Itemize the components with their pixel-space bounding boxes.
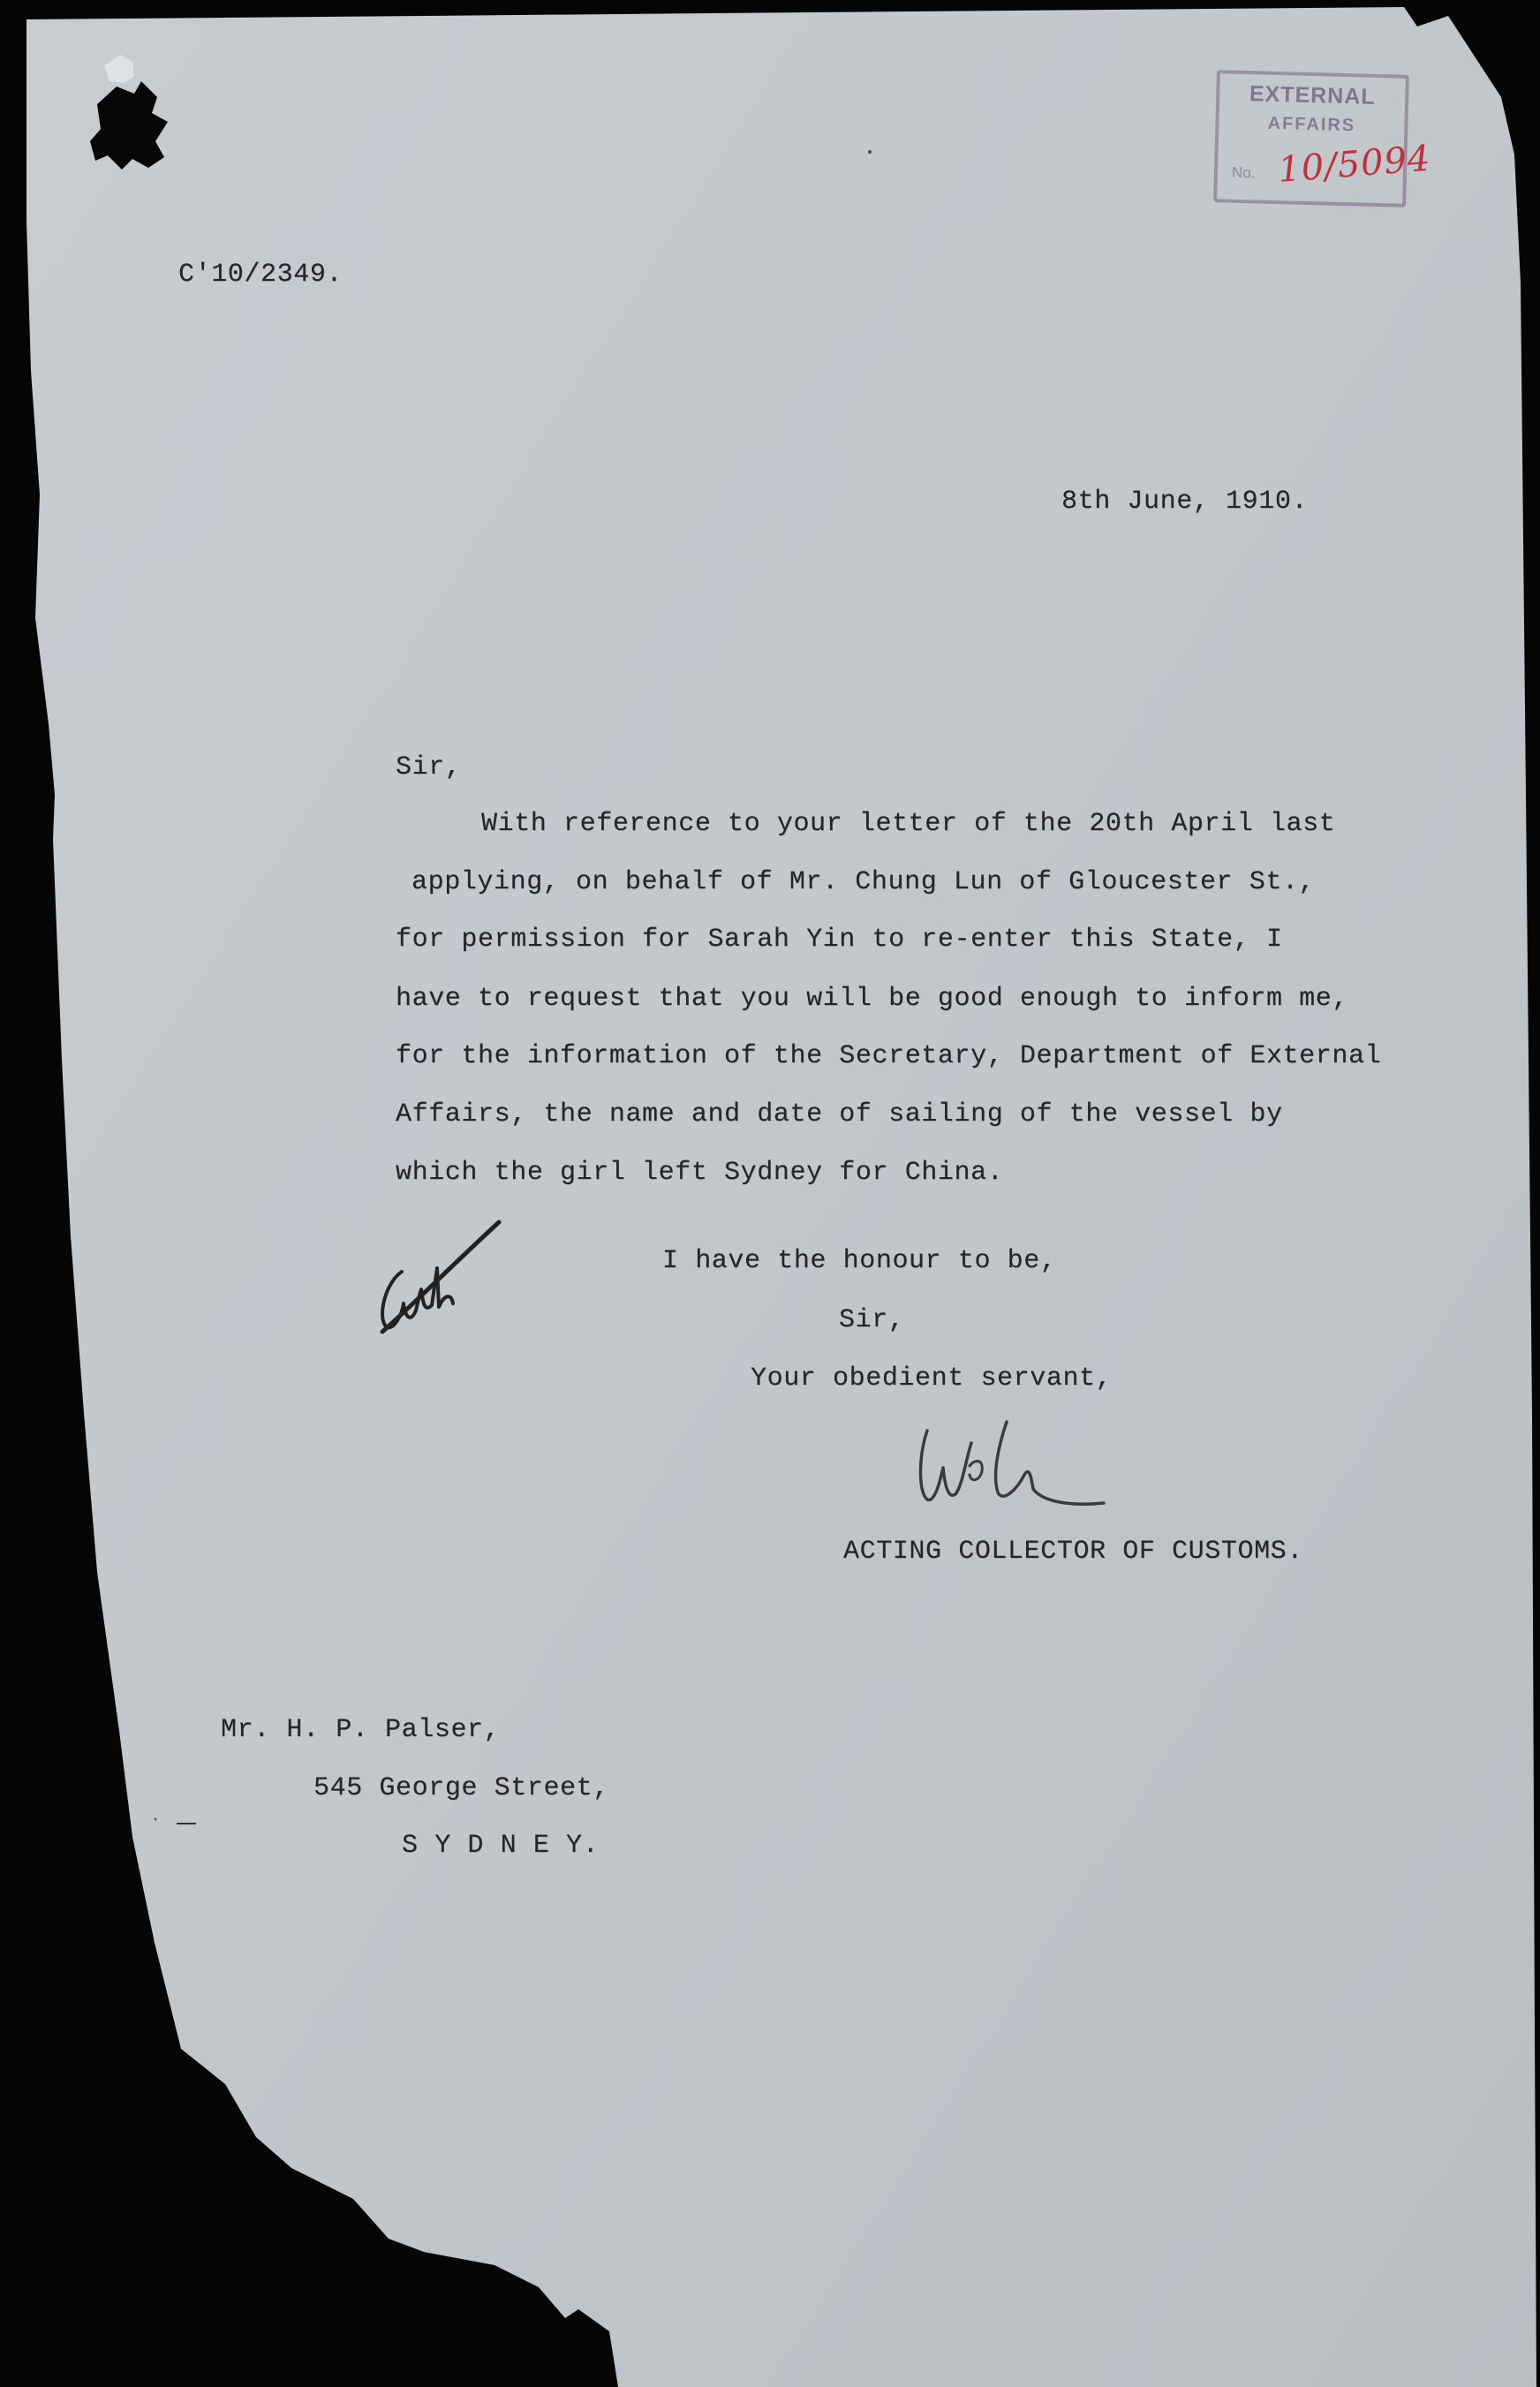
- stamp-title: EXTERNAL: [1249, 81, 1376, 110]
- body-line: applying, on behalf of Mr. Chung Lun of Gloucester St.,: [411, 867, 1316, 897]
- body-line: for permission for Sarah Yin to re-enter this State, I: [396, 925, 1283, 955]
- letter-date: 8th June, 1910.: [1061, 487, 1309, 517]
- initials-annotation: [366, 1219, 517, 1351]
- signatory-title: ACTING COLLECTOR OF CUSTOMS.: [843, 1537, 1303, 1567]
- stamp-subtitle: AFFAIRS: [1267, 113, 1356, 136]
- body-line: which the girl left Sydney for China.: [396, 1158, 1004, 1188]
- closing-line: Sir,: [839, 1305, 905, 1335]
- body-line: have to request that you will be good enough to inform me,: [396, 984, 1348, 1014]
- body-line: Affairs, the name and date of sailing of the vessel by: [396, 1099, 1283, 1129]
- body-line: for the information of the Secretary, Department of External: [396, 1041, 1382, 1071]
- closing-line: I have the honour to be,: [662, 1246, 1057, 1276]
- closing-line: Your obedient servant,: [751, 1363, 1113, 1394]
- reference-number: C'10/2349.: [178, 260, 343, 290]
- signature: [901, 1404, 1113, 1528]
- paper-body: [26, 7, 1536, 2387]
- salutation: Sir,: [396, 752, 462, 782]
- addressee-city: S Y D N E Y.: [402, 1831, 600, 1861]
- stamp-number-prefix: No.: [1231, 163, 1256, 182]
- addressee-name: Mr. H. P. Palser,: [221, 1715, 501, 1745]
- body-line: With reference to your letter of the 20th April last: [481, 809, 1336, 839]
- addressee-street: 545 George Street,: [313, 1773, 609, 1803]
- external-affairs-stamp: [1213, 70, 1432, 208]
- stamp-file-number: 10/5094: [1276, 138, 1432, 192]
